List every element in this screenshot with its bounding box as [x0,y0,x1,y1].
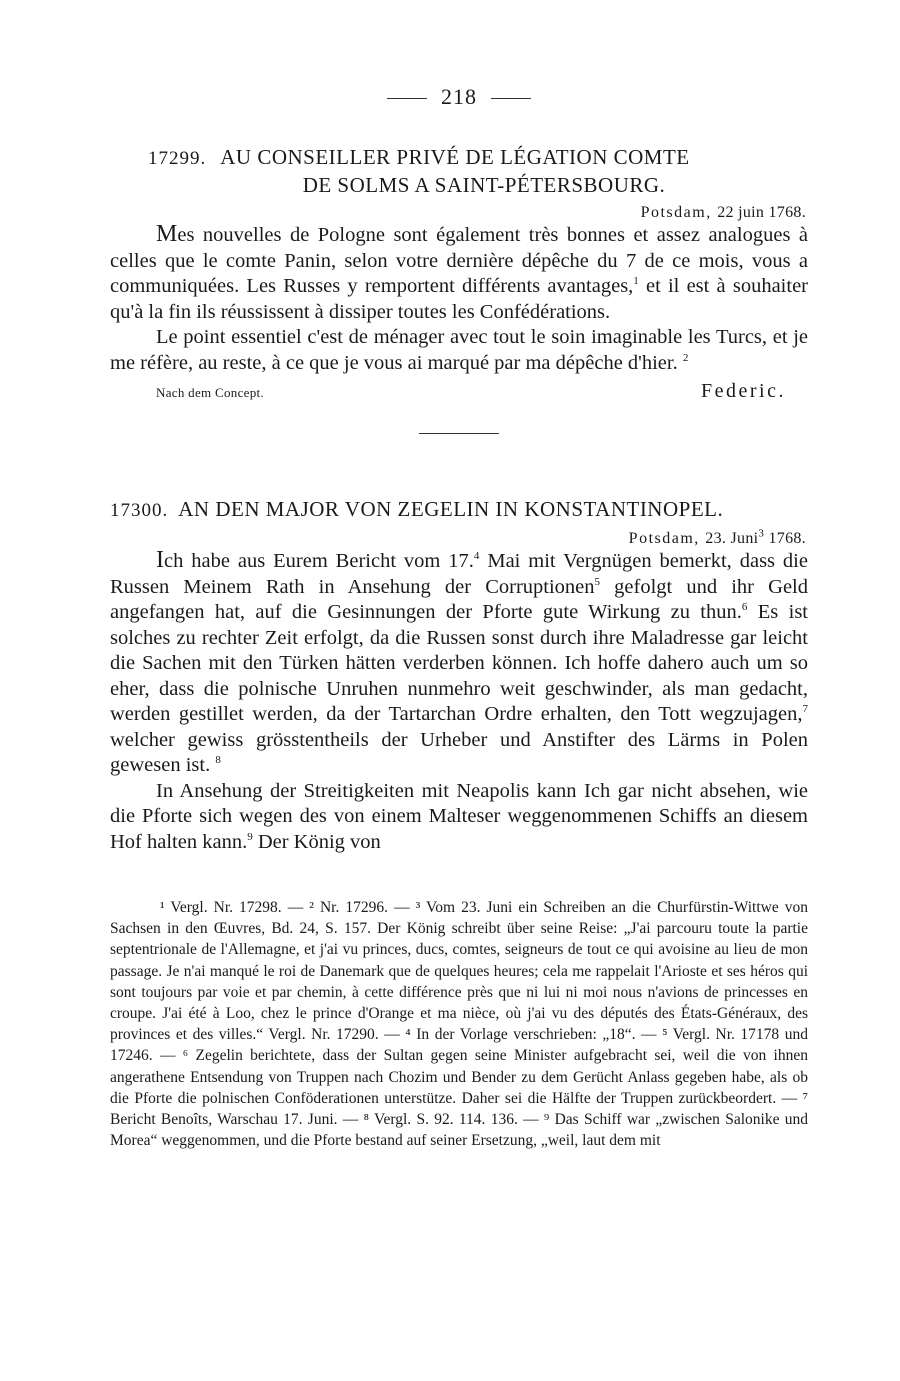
footnote-ref: 3 [758,527,765,540]
page-number-dash-right [491,98,531,99]
footnote-ref: 7 [802,703,808,716]
letter1-title-line1: AU CONSEILLER PRIVÉ DE LÉGATION COMTE [220,145,690,169]
letter1-place-date [110,204,806,222]
letter1-place: Potsdam, [640,204,712,221]
letter1-paragraph-2: Le point essentiel c'est de ménager avec tout le soin imaginable les Turcs, et je me réfère, au reste, à ce que je vous ai marqué par ma dépêche d'hier. $^2$ [110,326,808,374]
footnote-ref: 9 [247,830,253,843]
letter1-signature: Federic. [701,380,786,402]
footnotes [110,897,808,1151]
footnote-ref: 6 [741,601,748,614]
footnotes-text: ¹ Vergl. Nr. 17298. — ² Nr. 17296. — ³ Vom 23. Juni ein Schreiben an die Churfürstin-Wittwe von Sachsen in den Œuvres, Bd. 24, S. 157. Der König schreibt über seine Reise: „J'ai parcouru toute la partie septentrionale de l'Allemagne, et j'ai vu princes, ducs, comtes, seigneurs de tout ce qui avoisine au lieu de mon passage. Je n'ai manqué le roi de Danemark que de quelques heures; cela me rappelait l'Arioste et ses héros qui sont toujours par voie et par chemin, à cette différence près que ni lui ni moi nous n'avions de princesses en croupe. J'ai été à Loo, chez le prince d'Orange et ma nièce, où j'ai vu des députés des États-Généraux, des provinces et des villes.“ Vergl. Nr. 17290. — ⁴ In der Vorlage verschrieben: „18“. — ⁵ Vergl. Nr. 17178 und 17246. — ⁶ Zegelin berichtete, dass der Sultan gegen seine Minister aufgebracht sei, weil die von ihnen angerathene Entsendung von Truppen nach Chozim und Bender zu dem Gerücht Anlass gegeben habe, als ob die Pforte die polnischen Conföderationen unterstütze. Daher sei die Hälfte der Truppen zurückbeordert. — ⁷ Bericht Benoîts, Warschau 17. Juni. — ⁸ Vergl. S. 92. 114. 136. — ⁹ Das Schiff war „zwischen Salonike und Morea“ weggenommen, und die Pforte bestand auf seiner Ersetzung, „weil, laut dem mit [110,899,808,1150]
letter2-title: AN DEN MAJOR VON ZEGELIN IN KONSTANTINOPEL. [178,497,724,521]
letter2-place: Potsdam, [628,530,700,547]
document-page [110,0,808,1151]
page-number-dash-left [387,98,427,99]
page-number: 218 [110,84,808,110]
footnote-ref: 5 [594,575,601,588]
footnote-ref: 1 [633,275,639,288]
letter1-date: 22 juin 1768. [717,204,806,221]
letter1-source: Nach dem Concept. [156,385,264,400]
footnote-ref: 4 [473,550,480,563]
letter1-number: 17299. [148,148,207,169]
letter1-title-line2: DE SOLMS A SAINT-PÉTERSBOURG. [302,173,666,197]
letter2-heading [110,496,808,524]
letter2-paragraph-2: In Ansehung der Streitigkeiten mit Neapolis kann Ich gar nicht absehen, wie die Pforte sich wegen des von einem Malteser weggenommenen Schiffs an diesem Hof halten kann.$^9$ Der König von [110,779,808,853]
letter1-paragraph-1: Mes nouvelles de Pologne sont également très bonnes et assez analogues à celles que le comte Panin, selon votre dernière dépêche du 7 de ce mois, vous a communiquées. Les Russes y remportent différents avantages,$^1$ et il est à souhaiter qu'à la fin ils réussissent à dissiper toutes les Confédérations. [110,221,808,323]
letter1-closing [110,380,808,403]
letter2-place-date [110,527,806,548]
footnote-ref: 2 [682,351,689,364]
footnote-ref: 8 [215,754,221,767]
letter2-date: 23. Juni$^3$ 1768. [705,527,806,547]
letter2-paragraph-1: Ich habe aus Eurem Bericht vom 17.$^4$ Mai mit Vergnügen bemerkt, dass die Russen Meinem Rath in Ansehung der Corruptionen$^5$ gefolgt und ihr Geld angefangen hat, auf die Gesinnungen der Pforte gute Wirkung zu thun.$^6$ Es ist solches zu rechter Zeit erfolgt, da die Russen sonst durch ihre Maladresse gar leicht die Sachen mit den Türken hätten verderben können. Ich hoffe dahero auch um so eher, dass die polnische Unruhen nunmehro weit geschwinder, als man gedacht, werden gestillet werden, da der Tartarchan Ordre erhalten, den Tott wegzujagen,$^7$ welcher gewiss grösstentheils der Urheber und Anstifter des Lärms in Polen gewesen ist. $^8$ [110,547,808,776]
letter1-heading [110,144,808,198]
letter2-number: 17300. [110,500,169,521]
section-divider [419,433,499,434]
